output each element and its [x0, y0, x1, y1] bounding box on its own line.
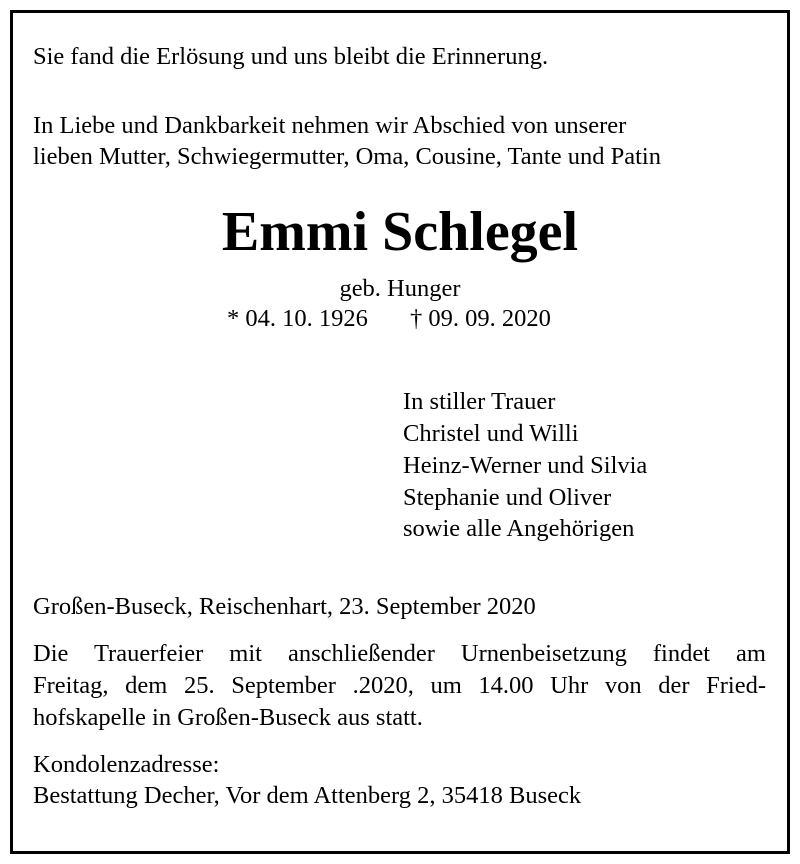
- mourner-line-5: sowie alle Angehörigen: [403, 515, 635, 542]
- farewell-line-2: lieben Mutter, Schwiegermutter, Oma, Cousine, Tante und Patin: [33, 143, 661, 170]
- death-date: † 09. 09. 2020: [410, 305, 551, 332]
- funeral-line-1: Die Trauerfeier mit anschließender Urnenbeisetzung findet am: [33, 640, 766, 667]
- mourner-line-2: Christel und Willi: [403, 420, 579, 447]
- place-date: Großen-Buseck, Reischenhart, 23. September 2020: [33, 593, 536, 620]
- farewell-line-1: In Liebe und Dankbarkeit nehmen wir Abschied von unserer: [33, 112, 627, 139]
- condolence-address: Bestattung Decher, Vor dem Attenberg 2, 35418 Buseck: [33, 782, 582, 809]
- intro-line: Sie fand die Erlösung und uns bleibt die Erinnerung.: [33, 43, 549, 70]
- funeral-line-2: Freitag, dem 25. September .2020, um 14.00 Uhr von der Fried-: [33, 672, 766, 699]
- funeral-line-3: hofskapelle in Großen-Buseck aus statt.: [33, 704, 423, 731]
- mourner-line-3: Heinz-Werner und Silvia: [403, 452, 648, 479]
- birth-name: geb. Hunger: [339, 275, 461, 302]
- mourner-line-1: In stiller Trauer: [403, 388, 556, 415]
- condolence-label: Kondolenzadresse:: [33, 751, 220, 778]
- deceased-name: Emmi Schlegel: [221, 201, 579, 263]
- birth-date: * 04. 10. 1926: [227, 305, 368, 332]
- mourner-line-4: Stephanie und Oliver: [403, 484, 612, 511]
